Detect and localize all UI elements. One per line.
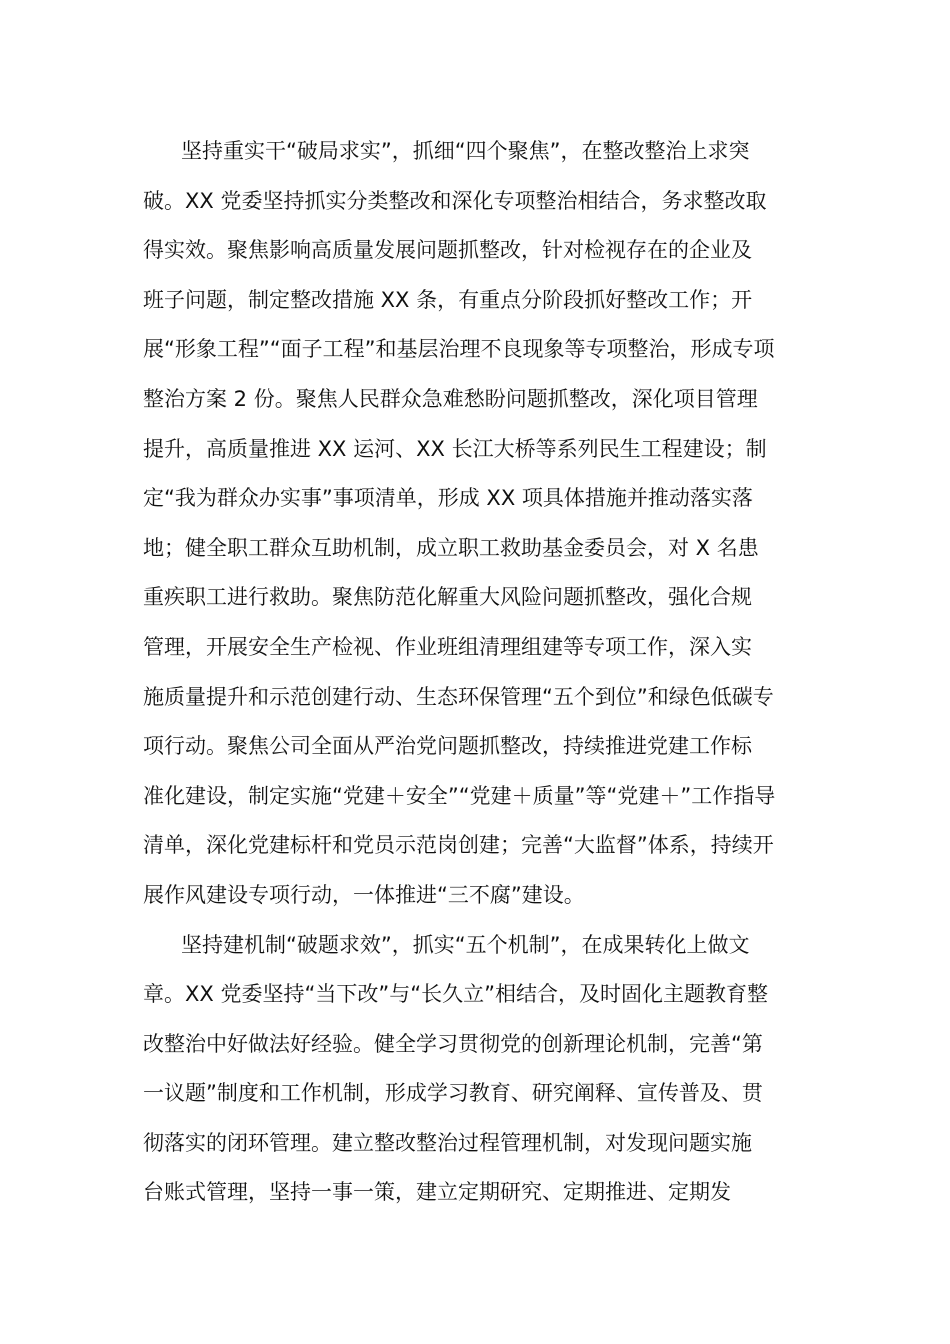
paragraph-line: 得实效。聚焦影响高质量发展问题抓整改，针对检视存在的企业及 [143, 238, 752, 263]
paragraph-1 [143, 127, 807, 921]
paragraph-line: 定“我为群众办实事”事项清单，形成 XX 项具体措施并推动落实落 [143, 486, 753, 511]
paragraph-line: 清单，深化党建标杆和党员示范岗创建；完善“大监督”体系，持续开 [143, 833, 774, 858]
paragraph-line: 展“形象工程”“面子工程”和基层治理不良现象等专项整治，形成专项 [143, 337, 775, 362]
paragraph-2 [143, 921, 807, 1219]
paragraph-line: 项行动。聚焦公司全面从严治党问题抓整改，持续推进党建工作标 [143, 734, 752, 759]
paragraph-line: 彻落实的闭环管理。建立整改整治过程管理机制，对发现问题实施 [143, 1130, 752, 1155]
paragraph-line: 坚持建机制“破题求效”，抓实“五个机制”，在成果转化上做文 [181, 932, 750, 957]
paragraph-line: 整治方案 2 份。聚焦人民群众急难愁盼问题抓整改，深化项目管理 [143, 386, 758, 411]
paragraph-line: 展作风建设专项行动，一体推进“三不腐”建设。 [143, 882, 585, 907]
paragraph-line: 改整治中好做法好经验。健全学习贯彻党的创新理论机制，完善“第 [143, 1031, 763, 1056]
paragraph-line: 班子问题，制定整改措施 XX 条，有重点分阶段抓好整改工作；开 [143, 287, 753, 312]
paragraph-line: 重疾职工进行救助。聚焦防范化解重大风险问题抓整改，强化合规 [143, 585, 752, 610]
paragraph-line: 施质量提升和示范创建行动、生态环保管理“五个到位”和绿色低碳专 [143, 684, 774, 709]
body-text [143, 127, 807, 1218]
paragraph-line: 台账式管理，坚持一事一策，建立定期研究、定期推进、定期发 [143, 1180, 731, 1205]
paragraph-line: 一议题”制度和工作机制，形成学习教育、研究阐释、宣传普及、贯 [143, 1081, 763, 1106]
paragraph-line: 管理，开展安全生产检视、作业班组清理组建等专项工作，深入实 [143, 634, 752, 659]
paragraph-line: 坚持重实干“破局求实”，抓细“四个聚焦”，在整改整治上求突 [181, 139, 750, 163]
paragraph-line: 提升，高质量推进 XX 运河、XX 长江大桥等系列民生工程建设；制 [143, 436, 767, 461]
paragraph-line: 准化建设，制定实施“党建＋安全”“党建＋质量”等“党建＋”工作指导 [143, 783, 776, 808]
paragraph-line: 章。XX 党委坚持“当下改”与“长久立”相结合，及时固化主题教育整 [143, 982, 768, 1007]
paragraph-line: 地；健全职工群众互助机制，成立职工救助基金委员会，对 X 名患 [143, 535, 759, 560]
paragraph-line: 破。XX 党委坚持抓实分类整改和深化专项整治相结合，务求整改取 [143, 188, 767, 213]
